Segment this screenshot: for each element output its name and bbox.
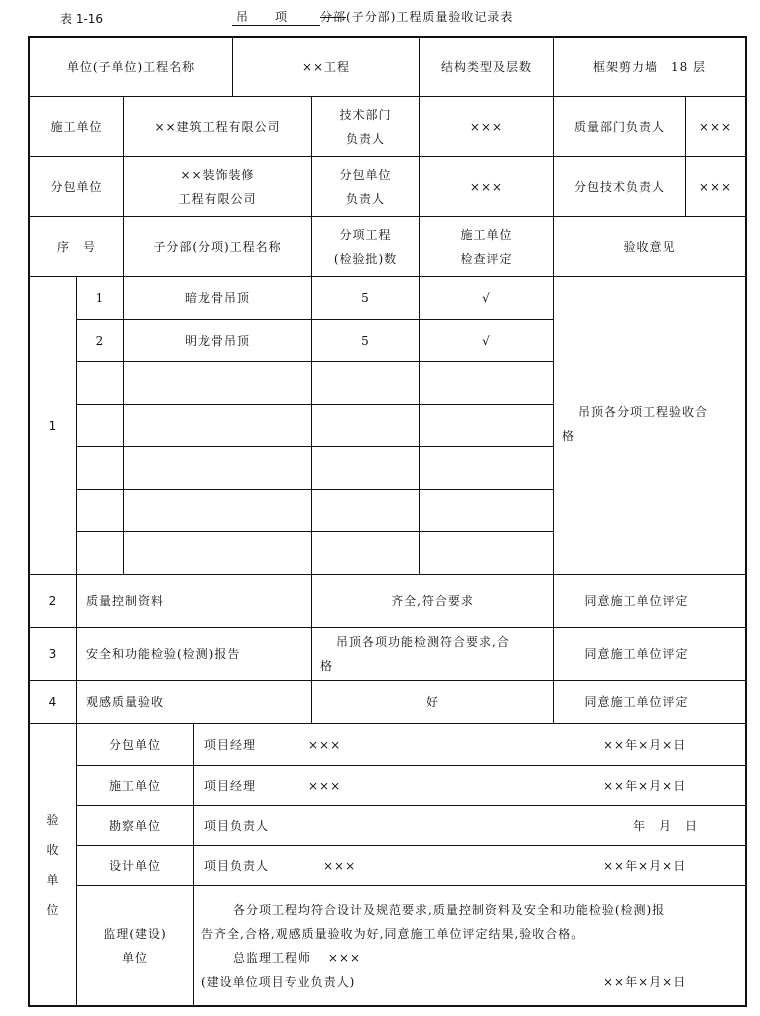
quality-head-label: 质量部门负责人 bbox=[573, 119, 665, 134]
supervisor-unit-label bbox=[77, 886, 193, 1005]
title-suffix: (子分部)工程质量验收记录表 bbox=[346, 10, 514, 24]
contractor-value: ××建筑工程有限公司 bbox=[154, 119, 281, 134]
acceptance-unit-name: 施工单位 bbox=[108, 778, 161, 793]
contractor-label: 施工单位 bbox=[50, 119, 103, 134]
structure-type-label: 结构类型及层数 bbox=[440, 59, 532, 74]
structure-type-value: 框架剪力墙 18 层 bbox=[592, 59, 707, 74]
table-number: 表 1-16 bbox=[60, 12, 104, 26]
section-4-number: 4 bbox=[48, 695, 58, 709]
supervisor-unit-label-line1: 监理(建设) bbox=[103, 926, 167, 941]
tech-head-value: ××× bbox=[469, 119, 504, 134]
column-header-eval bbox=[420, 217, 553, 276]
owner-representative-label: (建设单位项目专业负责人) bbox=[201, 975, 356, 989]
row-check-mark: √ bbox=[482, 333, 491, 348]
section-2-result: 齐全,符合要求 bbox=[391, 594, 474, 608]
subcontractor-value bbox=[124, 157, 311, 216]
section-2-number: 2 bbox=[48, 594, 58, 608]
project-name-value: ××工程 bbox=[301, 59, 351, 74]
acceptance-signer: ××× bbox=[308, 737, 342, 752]
sub-tech-head-value: ××× bbox=[698, 179, 733, 194]
supervisor-conclusion bbox=[201, 898, 743, 946]
column-header-eval-line2: 检查评定 bbox=[460, 251, 513, 266]
column-header-eval-line1: 施工单位 bbox=[460, 227, 513, 242]
acceptance-label-char: 收 bbox=[46, 843, 60, 857]
quality-head-value: ××× bbox=[698, 119, 733, 134]
subcontractor-value-line2: 工程有限公司 bbox=[178, 191, 257, 206]
acceptance-signer bbox=[308, 806, 388, 845]
acceptance-label-char: 单 bbox=[46, 873, 60, 887]
section-3-opinion: 同意施工单位评定 bbox=[584, 647, 689, 661]
title-prefix: 吊 项 bbox=[232, 8, 320, 26]
section-3-item: 安全和功能检验(检测)报告 bbox=[86, 647, 241, 661]
subcontractor-label: 分包单位 bbox=[50, 179, 103, 194]
row-item-name: 暗龙骨吊顶 bbox=[184, 291, 250, 305]
column-header-opinion: 验收意见 bbox=[623, 239, 676, 254]
section-1-opinion-line1: 吊顶各分项工程验收合 bbox=[578, 405, 709, 419]
tech-head-label-line2: 负责人 bbox=[345, 131, 385, 146]
acceptance-label-char: 位 bbox=[46, 903, 60, 917]
supervisor-date: ××年×月×日 bbox=[603, 975, 687, 989]
sub-head-label-line1: 分包单位 bbox=[339, 167, 392, 182]
row-item-name: 明龙骨吊顶 bbox=[184, 333, 250, 348]
section-3-number: 3 bbox=[48, 647, 58, 661]
column-header-seq: 序 号 bbox=[56, 239, 96, 254]
acceptance-role: 项目负责人 bbox=[204, 818, 270, 833]
acceptance-date: ××年×月×日 bbox=[603, 858, 687, 873]
row-count: 5 bbox=[361, 291, 370, 305]
sub-tech-head-label: 分包技术负责人 bbox=[573, 179, 665, 194]
acceptance-role: 项目经理 bbox=[204, 737, 257, 752]
column-header-count-line1: 分项工程 bbox=[339, 227, 392, 242]
chief-supervisor-signer: ××× bbox=[327, 951, 362, 965]
section-1-number: 1 bbox=[48, 418, 58, 433]
acceptance-unit-name: 分包单位 bbox=[108, 737, 161, 752]
acceptance-unit-name: 设计单位 bbox=[108, 858, 161, 873]
acceptance-label-char: 验 bbox=[46, 813, 60, 827]
row-index: 1 bbox=[95, 291, 105, 305]
row-index: 2 bbox=[95, 333, 105, 348]
acceptance-role: 项目经理 bbox=[204, 778, 257, 793]
section-3-result-line1: 吊顶各项功能检测符合要求,合 bbox=[336, 635, 510, 649]
acceptance-date: ××年×月×日 bbox=[603, 778, 687, 793]
acceptance-signer: ××× bbox=[308, 778, 342, 793]
subcontractor-value-line1: ××装饰装修 bbox=[180, 167, 255, 182]
tech-head-label bbox=[312, 97, 419, 156]
supervisor-conclusion-line1: 各分项工程均符合设计及规范要求,质量控制资料及安全和功能检验(检测)报 bbox=[233, 903, 666, 917]
section-4-opinion: 同意施工单位评定 bbox=[584, 695, 689, 709]
project-name-label: 单位(子单位)工程名称 bbox=[66, 59, 196, 74]
column-header-name: 子分部(分项)工程名称 bbox=[153, 239, 282, 254]
acceptance-date: ××年×月×日 bbox=[603, 737, 687, 752]
section-4-result: 好 bbox=[425, 695, 439, 709]
section-1-opinion bbox=[562, 400, 742, 448]
acceptance-signer: ××× bbox=[323, 858, 357, 873]
sub-head-label bbox=[312, 157, 419, 216]
section-3-result bbox=[320, 630, 552, 678]
section-2-opinion: 同意施工单位评定 bbox=[584, 594, 689, 608]
chief-supervisor bbox=[233, 946, 361, 970]
chief-supervisor-label: 总监理工程师 bbox=[233, 951, 312, 965]
section-3-result-line2: 格 bbox=[320, 659, 334, 673]
acceptance-role: 项目负责人 bbox=[204, 858, 270, 873]
acceptance-unit-name: 勘察单位 bbox=[108, 818, 161, 833]
row-count: 5 bbox=[361, 333, 370, 348]
acceptance-date: 年 月 日 bbox=[633, 818, 699, 833]
section-1-opinion-line2: 格 bbox=[562, 429, 576, 443]
page-title bbox=[232, 8, 513, 26]
supervisor-unit-label-line2: 单位 bbox=[121, 950, 148, 965]
section-4-item: 观感质量验收 bbox=[86, 695, 165, 709]
title-struck-text: 分部 bbox=[320, 10, 347, 24]
column-header-count bbox=[312, 217, 419, 276]
sub-head-value: ××× bbox=[469, 179, 504, 194]
row-check-mark: √ bbox=[482, 291, 491, 305]
sub-head-label-line2: 负责人 bbox=[345, 191, 385, 206]
supervisor-conclusion-line2: 告齐全,合格,观感质量验收为好,同意施工单位评定结果,验收合格。 bbox=[201, 927, 585, 941]
acceptance-units-label bbox=[30, 805, 76, 925]
section-2-item: 质量控制资料 bbox=[86, 594, 165, 608]
column-header-count-line2: (检验批)数 bbox=[333, 251, 398, 266]
tech-head-label-line1: 技术部门 bbox=[339, 107, 392, 122]
